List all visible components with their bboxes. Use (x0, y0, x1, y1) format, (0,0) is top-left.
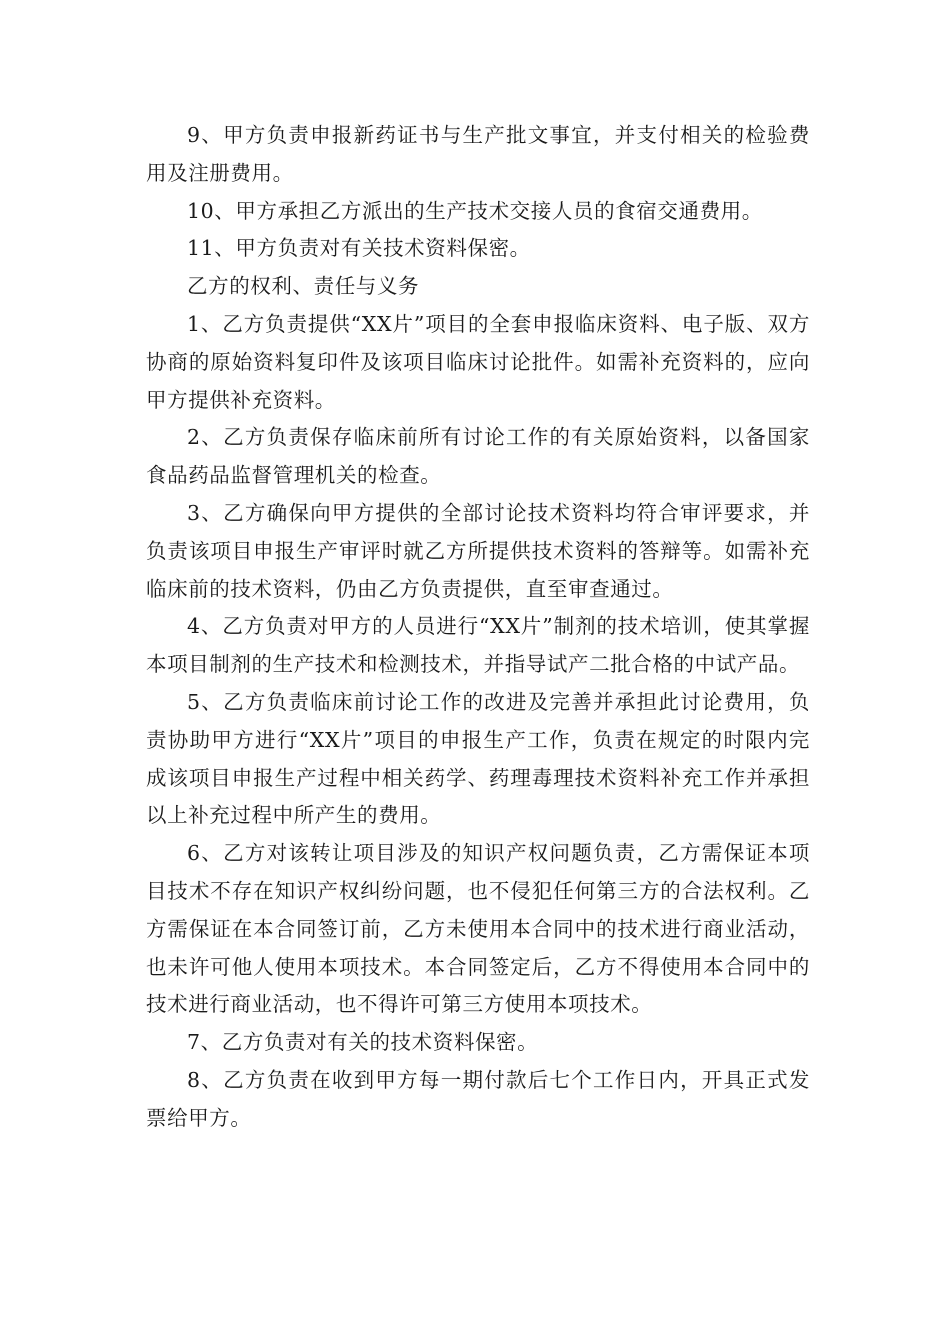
section-heading-party-b: 乙方的权利、责任与义务 (187, 274, 420, 299)
party-b-clause-6-paragraph: 6、乙方对该转让项目涉及的知识产权问题负责，乙方需保证本项目技术不存在知识产权纠纷问题，也不侵犯任何第三方的合法权利。乙方需保证在本合同签订前，乙方未使用本合同中的技术进行商业活动，也未许可他人使用本项技术。本合同签定后，乙方不得使用本合同中的技术进行商业活动，也不得许可第三方使用本项技术。 (146, 841, 810, 1017)
clause-11-paragraph: 11、甲方负责对有关技术资料保密。 (187, 236, 531, 261)
clause-10-paragraph: 10、甲方承担乙方派出的生产技术交接人员的食宿交通费用。 (187, 198, 763, 223)
party-b-clause-7-paragraph: 7、乙方负责对有关的技术资料保密。 (187, 1030, 539, 1055)
party-b-clause-4-paragraph: 4、乙方负责对甲方的人员进行“XX片”制剂的技术培训，使其掌握本项目制剂的生产技术和检测技术，并指导试产二批合格的中试产品。 (146, 614, 810, 677)
party-b-clause-8-paragraph: 8、乙方负责在收到甲方每一期付款后七个工作日内，开具正式发票给甲方。 (146, 1067, 810, 1130)
document-body (146, 117, 810, 1138)
party-b-clause-1-paragraph: 1、乙方负责提供“XX片”项目的全套申报临床资料、电子版、双方协商的原始资料复印件及该项目临床讨论批件。如需补充资料的，应向甲方提供补充资料。 (146, 311, 810, 412)
party-b-clause-2-paragraph: 2、乙方负责保存临床前所有讨论工作的有关原始资料，以备国家食品药品监督管理机关的检查。 (146, 425, 810, 488)
clause-9-paragraph: 9、甲方负责申报新药证书与生产批文事宜，并支付相关的检验费用及注册费用。 (146, 123, 810, 185)
party-b-clause-3-paragraph: 3、乙方确保向甲方提供的全部讨论技术资料均符合审评要求，并负责该项目申报生产审评时就乙方所提供技术资料的答辩等。如需补充临床前的技术资料，仍由乙方负责提供，直至审查通过。 (146, 500, 810, 601)
party-b-clause-5-paragraph: 5、乙方负责临床前讨论工作的改进及完善并承担此讨论费用，负责协助甲方进行“XX片”项目的申报生产工作，负责在规定的时限内完成该项目申报生产过程中相关药学、药理毒理技术资料补充工作并承担以上补充过程中所产生的费用。 (146, 689, 810, 828)
